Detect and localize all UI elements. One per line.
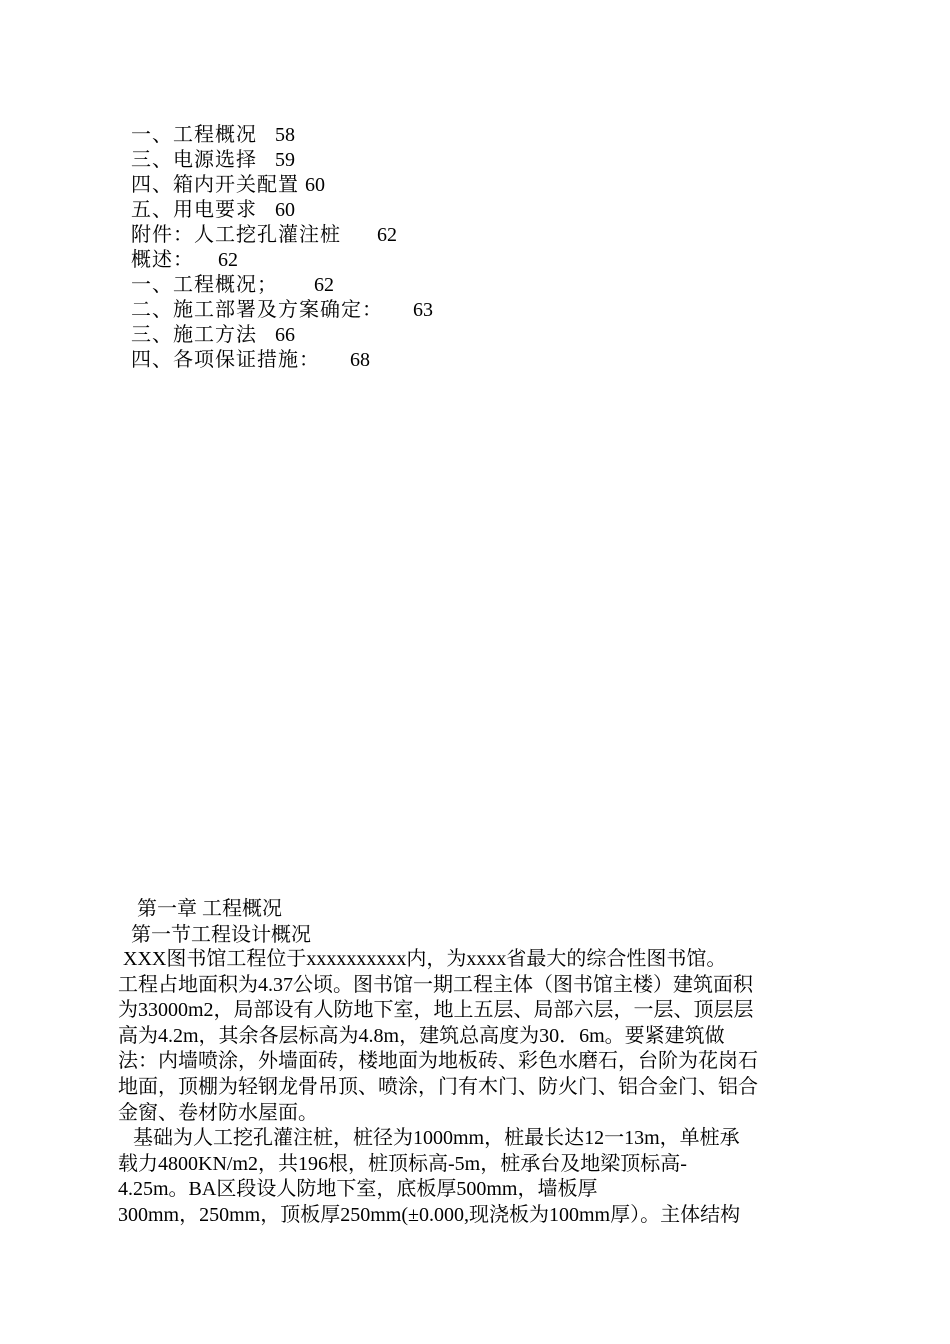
toc-entry-title: 概述： <box>131 249 194 271</box>
toc-entry[interactable] <box>131 148 731 173</box>
toc-entry[interactable] <box>131 173 731 198</box>
paragraph-line: 载力4800KN/m2，共196根，桩顶标高-5m，桩承台及地梁顶标高- <box>118 1152 687 1175</box>
section-title: 第一节工程设计概况 <box>131 924 311 946</box>
toc-entry[interactable] <box>131 198 731 223</box>
toc-entry[interactable] <box>131 223 731 248</box>
table-of-contents <box>131 123 731 373</box>
toc-entry-title: 三、施工方法 <box>131 324 257 346</box>
toc-entry-title: 二、施工部署及方案确定： <box>131 299 383 321</box>
toc-entry[interactable] <box>131 273 731 298</box>
toc-entry-page: 58 <box>275 124 295 146</box>
toc-entry-page: 60 <box>275 199 295 221</box>
toc-entry[interactable] <box>131 248 731 273</box>
toc-entry-page: 62 <box>314 274 334 296</box>
toc-entry-page: 59 <box>275 149 295 171</box>
toc-entry-page: 60 <box>305 174 325 196</box>
toc-entry[interactable] <box>131 348 731 373</box>
toc-entry-title: 一、工程概况； <box>131 274 278 296</box>
paragraph-line: 300mm，250mm，顶板厚250mm(±0.000,现浇板为100mm厚）。主体结构 <box>118 1203 741 1226</box>
paragraph-line: 工程占地面积为4.37公顷。图书馆一期工程主体（图书馆主楼）建筑面积 <box>118 973 753 996</box>
paragraph-line: 4.25m。BA区段设人防地下室，底板厚500mm，墙板厚 <box>118 1178 598 1201</box>
toc-entry-title: 四、箱内开关配置 <box>131 174 299 196</box>
paragraph-line: 基础为人工挖孔灌注桩，桩径为1000mm，桩最长达12一13m，单桩承 <box>118 1127 740 1150</box>
toc-entry-page: 66 <box>275 324 295 346</box>
toc-entry-page: 68 <box>350 349 370 371</box>
toc-entry-title: 附件：人工挖孔灌注桩 <box>131 224 341 246</box>
toc-entry-title: 一、工程概况 <box>131 124 257 146</box>
body-paragraphs <box>118 947 838 1229</box>
toc-entry-title: 三、电源选择 <box>131 149 257 171</box>
paragraph-line: 金窗、卷材防水屋面。 <box>118 1101 318 1124</box>
toc-entry-page: 62 <box>218 249 238 271</box>
toc-entry-page: 62 <box>377 224 397 246</box>
toc-entry[interactable] <box>131 123 731 148</box>
toc-entry-title: 四、各项保证措施： <box>131 349 320 371</box>
paragraph-line: 地面，顶棚为轻钢龙骨吊顶、喷涂，门有木门、防火门、铝合金门、铝合 <box>118 1075 758 1098</box>
toc-entry[interactable] <box>131 323 731 348</box>
paragraph-line: XXX图书馆工程位于xxxxxxxxxx内，为xxxx省最大的综合性图书馆。 <box>118 948 727 970</box>
paragraph-line: 法：内墙喷涂，外墙面砖，楼地面为地板砖、彩色水磨石，台阶为花岗石 <box>118 1050 758 1073</box>
toc-entry-page: 63 <box>413 299 433 321</box>
paragraph-line: 高为4.2m，其余各层标高为4.8m，建筑总高度为30．6m。要紧建筑做 <box>118 1024 725 1047</box>
chapter-title: 第一章 工程概况 <box>137 898 282 920</box>
toc-entry-title: 五、用电要求 <box>131 199 257 221</box>
paragraph-line: 为33000m2，局部设有人防地下室，地上五层、局部六层，一层、顶层层 <box>118 999 754 1022</box>
toc-entry[interactable] <box>131 298 731 323</box>
